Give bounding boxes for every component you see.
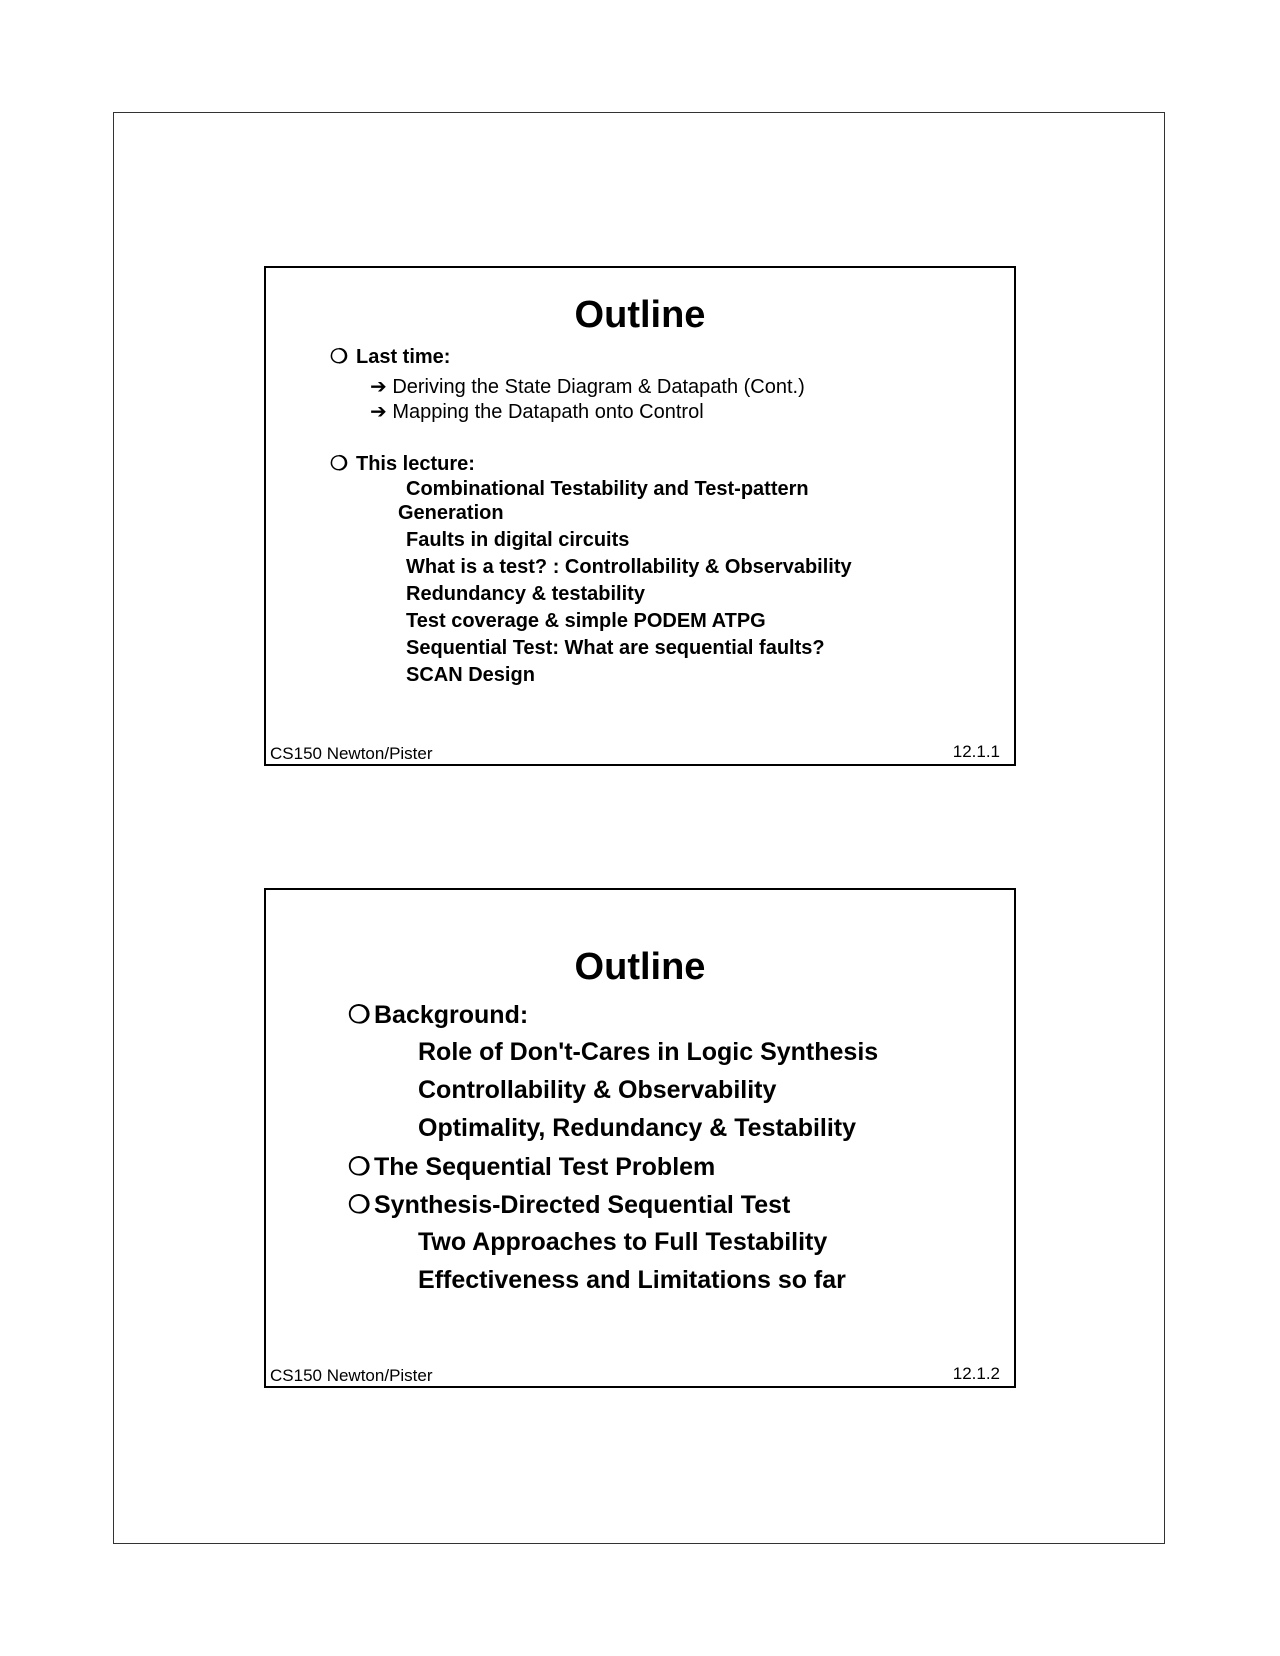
list-item: Two Approaches to Full Testability (418, 1228, 828, 1256)
list-item-text: Mapping the Datapath onto Control (392, 401, 704, 423)
slide-1 (264, 266, 1016, 766)
slide-title: Outline (574, 946, 706, 988)
list-item: Combinational Testability and Test-pattern (406, 478, 809, 500)
list-item: Controllability & Observability (418, 1076, 777, 1104)
arrow-icon: ➔ (370, 401, 387, 423)
list-item: Faults in digital circuits (406, 529, 630, 551)
arrow-icon: ➔ (370, 376, 387, 398)
section-heading-text: Background: (374, 1001, 529, 1029)
list-item (370, 399, 704, 424)
bullet-icon: ❍ (330, 453, 348, 475)
slide-title: Outline (574, 294, 706, 336)
list-item: Optimality, Redundancy & Testability (418, 1114, 857, 1142)
list-item-text: Deriving the State Diagram & Datapath (Cont.) (392, 376, 805, 398)
slide-footer-course: CS150 Newton/Pister (270, 1366, 433, 1385)
list-item: Role of Don't-Cares in Logic Synthesis (418, 1038, 879, 1066)
section-heading (330, 451, 475, 476)
bullet-icon: ❍ (348, 1191, 371, 1219)
section-heading-text: Synthesis-Directed Sequential Test (374, 1191, 791, 1219)
list-item: Test coverage & simple PODEM ATPG (406, 610, 766, 632)
list-item: Sequential Test: What are sequential faults? (406, 637, 825, 659)
section-heading-text: The Sequential Test Problem (374, 1153, 716, 1181)
section-heading (348, 1190, 790, 1220)
list-item: Effectiveness and Limitations so far (418, 1266, 846, 1294)
section-heading (330, 344, 450, 369)
slide-number: 12.1.1 (952, 742, 1000, 761)
section-heading-text: This lecture: (356, 453, 475, 475)
bullet-icon: ❍ (348, 1001, 371, 1029)
slide-footer-course: CS150 Newton/Pister (270, 744, 433, 763)
list-item: Generation (398, 502, 504, 524)
section-heading (348, 1152, 715, 1182)
list-item: Redundancy & testability (406, 583, 645, 605)
section-heading (348, 1000, 528, 1030)
bullet-icon: ❍ (330, 346, 348, 368)
bullet-icon: ❍ (348, 1153, 371, 1181)
list-item (370, 374, 805, 399)
section-heading-text: Last time: (356, 346, 451, 368)
slide-number: 12.1.2 (952, 1364, 1000, 1383)
list-item: SCAN Design (406, 664, 535, 686)
list-item: What is a test? : Controllability & Observability (406, 556, 852, 578)
slide-2 (264, 888, 1016, 1388)
